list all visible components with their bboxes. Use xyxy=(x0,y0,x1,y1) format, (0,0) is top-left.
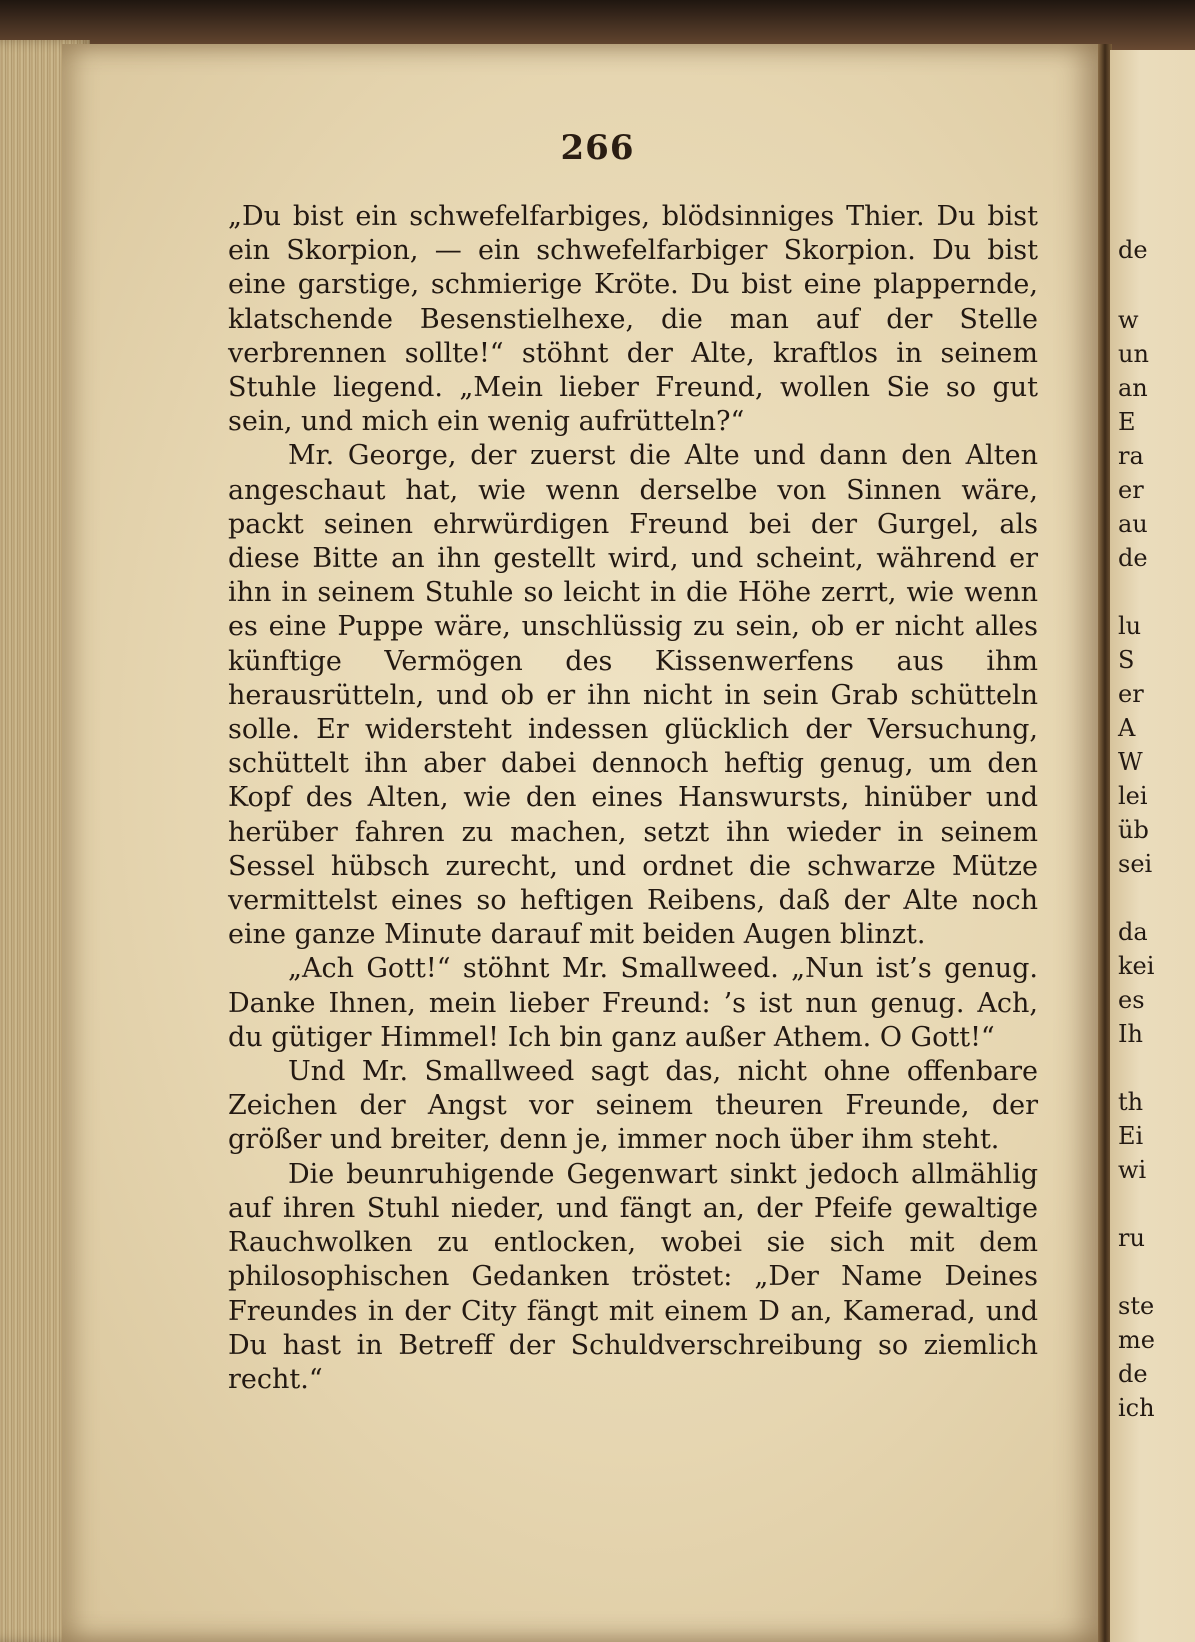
facing-fragment: lu xyxy=(1118,612,1142,640)
facing-fragment: Ei xyxy=(1118,1122,1144,1150)
facing-fragment: er xyxy=(1118,680,1144,708)
facing-fragment: es xyxy=(1118,986,1145,1014)
paragraph-2: Mr. George, der zuerst die Alte und dann den Alten angeschaut hat, wie wenn derselbe von Sinnen wäre, packt seinen ehrwürdigen Freund bei der Gurgel, als diese Bitte an ihn gestellt wird, und scheint, während er ihn in seinem Stuhle so leicht in die Höhe zerrt, wie wenn es eine Puppe wäre, unschlüssig zu sein, ob er nicht alles künftige Vermögen des Kissenwerfens aus ihm herausrütteln, und ob er ihn nicht in sein Grab schütteln solle. Er widersteht indessen glücklich der Versuchung, schüttelt ihn aber dabei dennoch heftig genug, um den Kopf des Alten, wie den eines Hanswursts, hinüber und herüber fahren zu machen, setzt ihn wieder in seinem Sessel hübsch zurecht, und ordnet die schwarze Mütze vermittelst eines so heftigen Reibens, daß der Alte noch eine ganze Minute darauf mit beiden Augen blinzt. xyxy=(228,440,1038,951)
facing-fragment: kei xyxy=(1118,952,1155,980)
facing-fragment: ru xyxy=(1118,1224,1145,1252)
facing-fragment: th xyxy=(1118,1088,1144,1116)
facing-fragment: er xyxy=(1118,476,1144,504)
facing-fragment: sei xyxy=(1118,850,1153,878)
facing-fragment: au xyxy=(1118,510,1148,538)
facing-fragment: de xyxy=(1118,1360,1148,1388)
facing-fragment: ra xyxy=(1118,442,1144,470)
facing-fragment: wi xyxy=(1118,1156,1147,1184)
facing-fragment: an xyxy=(1118,374,1148,402)
facing-fragment: da xyxy=(1118,918,1148,946)
facing-fragment: S xyxy=(1118,646,1135,674)
facing-fragment: A xyxy=(1118,714,1136,742)
facing-fragment: E xyxy=(1118,408,1136,436)
paragraph-4: Und Mr. Smallweed sagt das, nicht ohne offenbare Zeichen der Angst vor seinem theuren Freunde, der größer und breiter, denn je, immer noch über ihm steht. xyxy=(228,1056,1038,1156)
facing-fragment: lei xyxy=(1118,782,1148,810)
facing-fragment: üb xyxy=(1118,816,1149,844)
paragraph-1: „Du bist ein schwefelfarbiges, blödsinniges Thier. Du bist ein Skorpion, — ein schwefelfarbiger Skorpion. Du bist eine garstige, schmierige Kröte. Du bist eine plappernde, klatschende Besenstielhexe, die man auf der Stelle verbrennen sollte!“ stöhnt der Alte, kraftlos in seinem Stuhle liegend. „Mein lieber Freund, wollen Sie so gut sein, und mich ein wenig aufrütteln?“ xyxy=(228,201,1038,438)
facing-fragment: un xyxy=(1118,340,1149,368)
facing-fragment: Ih xyxy=(1118,1020,1143,1048)
page-body xyxy=(228,200,1038,1397)
page-number: 266 xyxy=(560,128,635,168)
facing-fragment: ich xyxy=(1118,1394,1155,1422)
facing-fragment: w xyxy=(1118,306,1139,334)
facing-fragment: de xyxy=(1118,236,1148,264)
facing-fragment: me xyxy=(1118,1326,1155,1354)
paragraph-5: Die beunruhigende Gegenwart sinkt jedoch allmählig auf ihren Stuhl nieder, und fängt an, der Pfeife gewaltige Rauchwolken zu entlocken, wobei sie sich mit dem philosophischen Gedanken tröstet: „Der Name Deines Freundes in der City fängt mit einem D an, Kamerad, und Du hast in Betreff der Schuldverschreibung so ziemlich recht.“ xyxy=(228,1158,1038,1395)
facing-fragment: W xyxy=(1118,748,1143,776)
paragraph-3: „Ach Gott!“ stöhnt Mr. Smallweed. „Nun ist’s genug. Danke Ihnen, mein lieber Freund: ’s ist nun genug. Ach, du gütiger Himmel! Ich bin ganz außer Athem. O Gott!“ xyxy=(228,953,1038,1053)
facing-fragment: ste xyxy=(1118,1292,1155,1320)
facing-fragment: de xyxy=(1118,544,1148,572)
